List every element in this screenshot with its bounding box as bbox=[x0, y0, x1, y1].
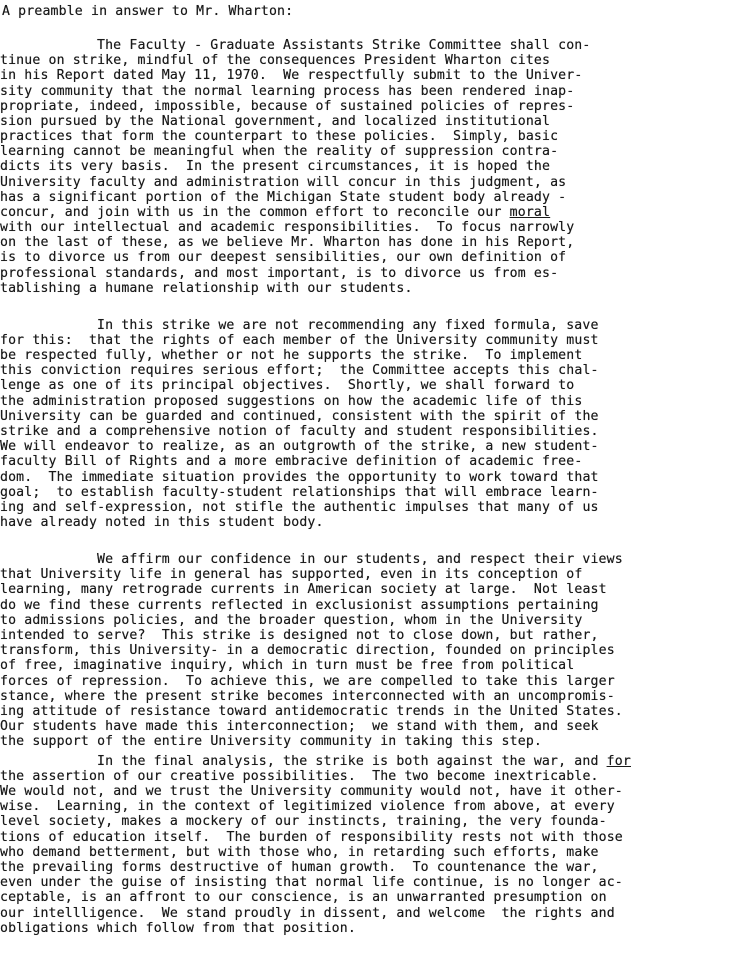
document-heading: A preamble in answer to Mr. Wharton: bbox=[2, 4, 294, 19]
text-line: is to divorce us from our deepest sensibilities, our own definition of bbox=[0, 250, 567, 265]
text-line: the support of the entire University community in taking this step. bbox=[0, 734, 542, 749]
text-line: In this strike we are not recommending any fixed formula, save bbox=[97, 318, 599, 333]
text-line: tions of education itself. The burden of responsibility rests not with those bbox=[0, 830, 623, 845]
text-line: sity community that the normal learning process has been rendered inap- bbox=[0, 84, 575, 99]
text-line: sion pursued by the National government, and localized institutional bbox=[0, 114, 551, 129]
text-line: faculty Bill of Rights and a more embracive definition of academic free- bbox=[0, 454, 583, 469]
text-line: lenge as one of its principal objectives. Shortly, we shall forward to bbox=[0, 378, 575, 393]
text-line: be respected fully, whether or not he supports the strike. To implement bbox=[0, 348, 583, 363]
text-line: wise. Learning, in the context of legitimized violence from above, at every bbox=[0, 799, 615, 814]
text-line: forces of repression. To achieve this, we are compelled to take this larger bbox=[0, 674, 615, 689]
text-line: The Faculty - Graduate Assistants Strike Committee shall con- bbox=[97, 38, 591, 53]
text-line: level society, makes a mockery of our instincts, training, the very founda- bbox=[0, 814, 607, 829]
text-line: to admissions policies, and the broader question, whom in the University bbox=[0, 613, 583, 628]
text-line: even under the guise of insisting that normal life continue, is no longer ac- bbox=[0, 875, 623, 890]
text-line: intended to serve? This strike is designed not to close down, but rather, bbox=[0, 628, 599, 643]
text-line: We would not, and we trust the University community would not, have it other- bbox=[0, 784, 623, 799]
text-line: do we find these currents reflected in exclusionist assumptions pertaining bbox=[0, 598, 599, 613]
text-line: the prevailing forms destructive of human growth. To countenance the war, bbox=[0, 860, 599, 875]
text-line: in his Report dated May 11, 1970. We respectfully submit to the Univer- bbox=[0, 68, 583, 83]
underlined-word: moral bbox=[509, 205, 551, 220]
text-line: this conviction requires serious effort; the Committee accepts this chal- bbox=[0, 363, 599, 378]
text-line: In the final analysis, the strike is both against the war, and for bbox=[97, 754, 631, 769]
text-line: transform, this University- in a democratic direction, founded on principles bbox=[0, 643, 615, 658]
text-line: Our students have made this interconnection; we stand with them, and seek bbox=[0, 719, 599, 734]
text-line: dom. The immediate situation provides the opportunity to work toward that bbox=[0, 470, 599, 485]
text-line: tinue on strike, mindful of the consequences President Wharton cites bbox=[0, 53, 551, 68]
text-line: practices that form the counterpart to these policies. Simply, basic bbox=[0, 129, 559, 144]
text-line: ing and self-expression, not stifle the authentic impulses that many of us bbox=[0, 500, 599, 515]
text-line: of free, imaginative inquiry, which in turn must be free from political bbox=[0, 658, 575, 673]
text-line: learning, many retrograde currents in American society at large. Not least bbox=[0, 582, 607, 597]
text-line: goal; to establish faculty-student relationships that will embrace learn- bbox=[0, 485, 599, 500]
text-line: on the last of these, as we believe Mr. Wharton has done in his Report, bbox=[0, 235, 575, 250]
text-line: strike and a comprehensive notion of faculty and student responsibilities. bbox=[0, 424, 599, 439]
text-line: our intellligence. We stand proudly in dissent, and welcome the rights and bbox=[0, 906, 615, 921]
text-line: University faculty and administration will concur in this judgment, as bbox=[0, 175, 567, 190]
text-line: concur, and join with us in the common effort to reconcile our moral bbox=[0, 205, 551, 220]
text-line: tablishing a humane relationship with our students. bbox=[0, 281, 413, 296]
text-line: learning cannot be meaningful when the reality of suppression contra- bbox=[0, 144, 559, 159]
text-line: who demand betterment, but with those who, in retarding such efforts, make bbox=[0, 845, 599, 860]
text-line: have already noted in this student body. bbox=[0, 515, 324, 530]
text-line: stance, where the present strike becomes interconnected with an uncompromis- bbox=[0, 689, 615, 704]
text-line: with our intellectual and academic responsibilities. To focus narrowly bbox=[0, 220, 575, 235]
underlined-word: for bbox=[606, 754, 631, 769]
text-line: We will endeavor to realize, as an outgrowth of the strike, a new student- bbox=[0, 439, 599, 454]
text-line: that University life in general has supported, even in its conception of bbox=[0, 567, 583, 582]
text-line: has a significant portion of the Michigan State student body already - bbox=[0, 190, 567, 205]
text-line: the assertion of our creative possibilities. The two become inextricable. bbox=[0, 769, 599, 784]
text-line: We affirm our confidence in our students, and respect their views bbox=[97, 552, 623, 567]
text-line: ing attitude of resistance toward antidemocratic trends in the United States. bbox=[0, 704, 623, 719]
text-line: dicts its very basis. In the present circumstances, it is hoped the bbox=[0, 159, 551, 174]
text-line: University can be guarded and continued, consistent with the spirit of the bbox=[0, 409, 599, 424]
text-line: obligations which follow from that position. bbox=[0, 921, 356, 936]
text-line: for this: that the rights of each member of the University community must bbox=[0, 333, 599, 348]
text-line: professional standards, and most important, is to divorce us from es- bbox=[0, 266, 559, 281]
text-line: ceptable, is an affront to our conscience, is an unwarranted presumption on bbox=[0, 890, 607, 905]
text-line: the administration proposed suggestions on how the academic life of this bbox=[0, 394, 583, 409]
text-line: propriate, indeed, impossible, because of sustained policies of repres- bbox=[0, 99, 575, 114]
